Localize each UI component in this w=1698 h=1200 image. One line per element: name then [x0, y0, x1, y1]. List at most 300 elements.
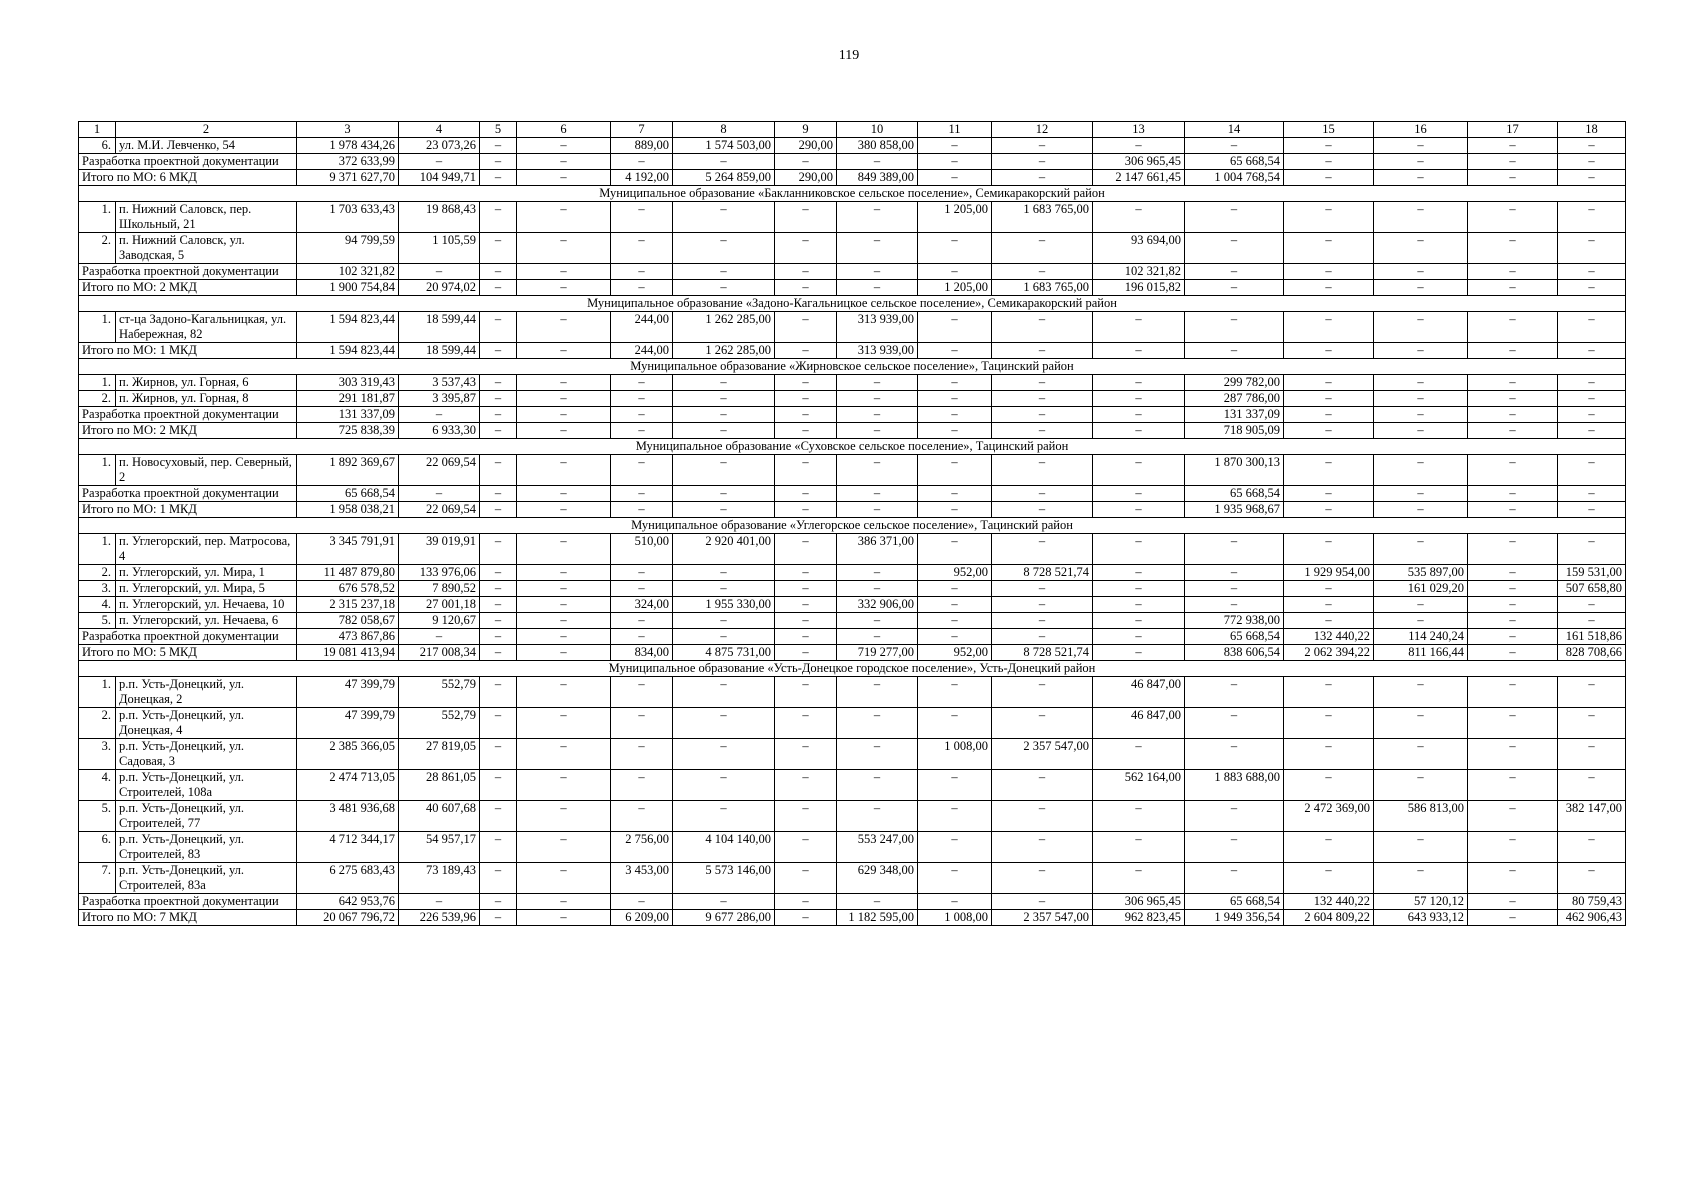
- value-cell: 1 935 968,67: [1185, 502, 1284, 518]
- value-cell: –: [480, 375, 517, 391]
- value-cell: 719 277,00: [837, 645, 918, 661]
- value-cell: 313 939,00: [837, 312, 918, 343]
- value-cell: –: [1468, 264, 1558, 280]
- value-cell: –: [837, 739, 918, 770]
- value-cell: 552,79: [399, 677, 480, 708]
- value-cell: –: [775, 770, 837, 801]
- value-cell: 114 240,24: [1374, 629, 1468, 645]
- value-cell: –: [992, 629, 1093, 645]
- value-cell: –: [673, 894, 775, 910]
- value-cell: –: [1284, 613, 1374, 629]
- value-cell: –: [775, 739, 837, 770]
- value-cell: –: [918, 233, 992, 264]
- column-number: 7: [611, 122, 673, 138]
- value-cell: 2 472 369,00: [1284, 801, 1374, 832]
- summary-label: Итого по МО: 7 МКД: [79, 910, 297, 926]
- value-cell: –: [1558, 770, 1626, 801]
- value-cell: –: [673, 629, 775, 645]
- value-cell: 324,00: [611, 597, 673, 613]
- section-title: Муниципальное образование «Задоно-Кагальницкое сельское поселение», Семикаракорский район: [79, 296, 1626, 312]
- value-cell: –: [1468, 170, 1558, 186]
- column-number: 9: [775, 122, 837, 138]
- value-cell: 629 348,00: [837, 863, 918, 894]
- value-cell: –: [837, 423, 918, 439]
- table-row: [79, 375, 1626, 391]
- address-cell: п. Углегорский, ул. Нечаева, 10: [116, 597, 297, 613]
- value-cell: –: [1558, 708, 1626, 739]
- table-row: [79, 739, 1626, 770]
- value-cell: 47 399,79: [297, 677, 399, 708]
- value-cell: –: [837, 801, 918, 832]
- value-cell: 226 539,96: [399, 910, 480, 926]
- value-cell: –: [1374, 455, 1468, 486]
- value-cell: –: [1558, 486, 1626, 502]
- value-cell: –: [1284, 280, 1374, 296]
- value-cell: –: [517, 502, 611, 518]
- table-row: [79, 202, 1626, 233]
- value-cell: –: [480, 613, 517, 629]
- value-cell: –: [517, 863, 611, 894]
- value-cell: –: [775, 597, 837, 613]
- value-cell: 3 453,00: [611, 863, 673, 894]
- value-cell: –: [517, 138, 611, 154]
- value-cell: 290,00: [775, 170, 837, 186]
- value-cell: –: [480, 138, 517, 154]
- value-cell: –: [837, 233, 918, 264]
- summary-row: [79, 280, 1626, 296]
- row-index: 1.: [79, 534, 116, 565]
- value-cell: –: [611, 264, 673, 280]
- value-cell: –: [837, 202, 918, 233]
- value-cell: 102 321,82: [297, 264, 399, 280]
- value-cell: –: [480, 739, 517, 770]
- column-number-row: [79, 122, 1626, 138]
- value-cell: 131 337,09: [297, 407, 399, 423]
- value-cell: –: [673, 770, 775, 801]
- value-cell: –: [1558, 138, 1626, 154]
- value-cell: 73 189,43: [399, 863, 480, 894]
- value-cell: –: [992, 677, 1093, 708]
- value-cell: –: [1468, 739, 1558, 770]
- address-cell: ул. М.И. Левченко, 54: [116, 138, 297, 154]
- value-cell: 9 677 286,00: [673, 910, 775, 926]
- value-cell: –: [1093, 832, 1185, 863]
- value-cell: –: [1468, 486, 1558, 502]
- row-index: 5.: [79, 801, 116, 832]
- value-cell: –: [1374, 264, 1468, 280]
- value-cell: 586 813,00: [1374, 801, 1468, 832]
- value-cell: –: [775, 534, 837, 565]
- value-cell: –: [1558, 154, 1626, 170]
- value-cell: 725 838,39: [297, 423, 399, 439]
- value-cell: 65 668,54: [1185, 629, 1284, 645]
- value-cell: –: [1468, 202, 1558, 233]
- value-cell: –: [673, 407, 775, 423]
- table-row: [79, 770, 1626, 801]
- value-cell: –: [837, 770, 918, 801]
- value-cell: –: [775, 407, 837, 423]
- value-cell: –: [1468, 832, 1558, 863]
- value-cell: –: [918, 770, 992, 801]
- value-cell: –: [480, 264, 517, 280]
- value-cell: –: [1374, 154, 1468, 170]
- table-row: [79, 565, 1626, 581]
- value-cell: –: [480, 407, 517, 423]
- table-row: [79, 455, 1626, 486]
- value-cell: –: [480, 708, 517, 739]
- value-cell: –: [480, 534, 517, 565]
- value-cell: –: [611, 375, 673, 391]
- value-cell: –: [837, 565, 918, 581]
- value-cell: 3 345 791,91: [297, 534, 399, 565]
- value-cell: 507 658,80: [1558, 581, 1626, 597]
- value-cell: –: [837, 154, 918, 170]
- value-cell: –: [775, 677, 837, 708]
- value-cell: –: [918, 502, 992, 518]
- value-cell: 313 939,00: [837, 343, 918, 359]
- value-cell: –: [1284, 343, 1374, 359]
- value-cell: –: [918, 375, 992, 391]
- value-cell: 952,00: [918, 565, 992, 581]
- value-cell: 1 594 823,44: [297, 343, 399, 359]
- value-cell: –: [517, 486, 611, 502]
- value-cell: –: [517, 597, 611, 613]
- value-cell: –: [992, 264, 1093, 280]
- value-cell: –: [517, 280, 611, 296]
- value-cell: –: [918, 312, 992, 343]
- value-cell: –: [1284, 708, 1374, 739]
- value-cell: –: [992, 894, 1093, 910]
- value-cell: –: [1284, 391, 1374, 407]
- value-cell: –: [1185, 832, 1284, 863]
- value-cell: –: [480, 455, 517, 486]
- address-cell: р.п. Усть-Донецкий, ул. Строителей, 83: [116, 832, 297, 863]
- table-row: [79, 801, 1626, 832]
- column-number: 16: [1374, 122, 1468, 138]
- value-cell: –: [517, 708, 611, 739]
- value-cell: –: [992, 170, 1093, 186]
- value-cell: 291 181,87: [297, 391, 399, 407]
- value-cell: –: [1284, 202, 1374, 233]
- value-cell: –: [775, 264, 837, 280]
- column-number: 1: [79, 122, 116, 138]
- value-cell: 2 474 713,05: [297, 770, 399, 801]
- value-cell: –: [1093, 801, 1185, 832]
- value-cell: –: [992, 407, 1093, 423]
- value-cell: –: [1284, 502, 1374, 518]
- value-cell: –: [992, 502, 1093, 518]
- column-number: 12: [992, 122, 1093, 138]
- value-cell: –: [1284, 863, 1374, 894]
- value-cell: –: [1284, 407, 1374, 423]
- value-cell: 828 708,66: [1558, 645, 1626, 661]
- value-cell: 1 955 330,00: [673, 597, 775, 613]
- address-cell: р.п. Усть-Донецкий, ул. Садовая, 3: [116, 739, 297, 770]
- address-cell: р.п. Усть-Донецкий, ул. Строителей, 83а: [116, 863, 297, 894]
- value-cell: –: [517, 832, 611, 863]
- value-cell: –: [611, 613, 673, 629]
- address-cell: р.п. Усть-Донецкий, ул. Строителей, 108а: [116, 770, 297, 801]
- value-cell: –: [517, 423, 611, 439]
- value-cell: 2 756,00: [611, 832, 673, 863]
- value-cell: –: [480, 170, 517, 186]
- value-cell: 22 069,54: [399, 455, 480, 486]
- value-cell: 562 164,00: [1093, 770, 1185, 801]
- value-cell: –: [517, 677, 611, 708]
- value-cell: –: [775, 832, 837, 863]
- value-cell: –: [775, 391, 837, 407]
- value-cell: –: [1558, 455, 1626, 486]
- value-cell: –: [673, 708, 775, 739]
- value-cell: 93 694,00: [1093, 233, 1185, 264]
- value-cell: 676 578,52: [297, 581, 399, 597]
- value-cell: –: [1185, 312, 1284, 343]
- value-cell: –: [1374, 739, 1468, 770]
- column-number: 8: [673, 122, 775, 138]
- column-number: 10: [837, 122, 918, 138]
- value-cell: 553 247,00: [837, 832, 918, 863]
- value-cell: –: [918, 138, 992, 154]
- address-cell: р.п. Усть-Донецкий, ул. Строителей, 77: [116, 801, 297, 832]
- value-cell: –: [1558, 502, 1626, 518]
- value-cell: 244,00: [611, 343, 673, 359]
- value-cell: –: [1558, 534, 1626, 565]
- value-cell: 40 607,68: [399, 801, 480, 832]
- value-cell: –: [1558, 202, 1626, 233]
- value-cell: 1 683 765,00: [992, 280, 1093, 296]
- value-cell: –: [918, 534, 992, 565]
- value-cell: 65 668,54: [1185, 894, 1284, 910]
- row-index: 1.: [79, 312, 116, 343]
- value-cell: 65 668,54: [1185, 486, 1284, 502]
- value-cell: –: [673, 613, 775, 629]
- address-cell: р.п. Усть-Донецкий, ул. Донецкая, 2: [116, 677, 297, 708]
- value-cell: –: [480, 832, 517, 863]
- value-cell: 132 440,22: [1284, 894, 1374, 910]
- value-cell: –: [837, 280, 918, 296]
- value-cell: 1 574 503,00: [673, 138, 775, 154]
- value-cell: –: [992, 312, 1093, 343]
- value-cell: –: [480, 312, 517, 343]
- value-cell: –: [1093, 597, 1185, 613]
- value-cell: –: [1093, 645, 1185, 661]
- address-cell: п. Углегорский, ул. Мира, 1: [116, 565, 297, 581]
- value-cell: –: [775, 581, 837, 597]
- value-cell: 159 531,00: [1558, 565, 1626, 581]
- summary-row: [79, 264, 1626, 280]
- value-cell: –: [1374, 423, 1468, 439]
- value-cell: –: [1185, 597, 1284, 613]
- value-cell: –: [1468, 565, 1558, 581]
- value-cell: –: [517, 910, 611, 926]
- value-cell: –: [992, 832, 1093, 863]
- summary-label: Разработка проектной документации: [79, 264, 297, 280]
- value-cell: –: [775, 375, 837, 391]
- value-cell: 1 182 595,00: [837, 910, 918, 926]
- value-cell: –: [1284, 597, 1374, 613]
- value-cell: –: [1558, 613, 1626, 629]
- row-index: 3.: [79, 581, 116, 597]
- value-cell: –: [1468, 502, 1558, 518]
- value-cell: –: [1374, 863, 1468, 894]
- value-cell: –: [399, 154, 480, 170]
- value-cell: 6 933,30: [399, 423, 480, 439]
- summary-label: Разработка проектной документации: [79, 407, 297, 423]
- value-cell: –: [775, 645, 837, 661]
- table-row: [79, 708, 1626, 739]
- value-cell: 22 069,54: [399, 502, 480, 518]
- value-cell: –: [918, 170, 992, 186]
- value-cell: –: [837, 375, 918, 391]
- value-cell: –: [1185, 565, 1284, 581]
- value-cell: –: [1468, 375, 1558, 391]
- value-cell: –: [1284, 312, 1374, 343]
- value-cell: 1 949 356,54: [1185, 910, 1284, 926]
- value-cell: –: [918, 832, 992, 863]
- value-cell: –: [1374, 391, 1468, 407]
- value-cell: –: [918, 154, 992, 170]
- value-cell: 642 953,76: [297, 894, 399, 910]
- value-cell: 510,00: [611, 534, 673, 565]
- value-cell: 2 062 394,22: [1284, 645, 1374, 661]
- value-cell: –: [1093, 581, 1185, 597]
- value-cell: –: [837, 391, 918, 407]
- row-index: 3.: [79, 739, 116, 770]
- value-cell: –: [517, 629, 611, 645]
- value-cell: 4 104 140,00: [673, 832, 775, 863]
- value-cell: –: [1093, 312, 1185, 343]
- value-cell: 6 209,00: [611, 910, 673, 926]
- value-cell: 20 974,02: [399, 280, 480, 296]
- value-cell: –: [517, 534, 611, 565]
- address-cell: п. Новосуховый, пер. Северный, 2: [116, 455, 297, 486]
- value-cell: 23 073,26: [399, 138, 480, 154]
- value-cell: –: [517, 343, 611, 359]
- value-cell: –: [673, 565, 775, 581]
- value-cell: –: [1185, 677, 1284, 708]
- column-number: 13: [1093, 122, 1185, 138]
- value-cell: –: [1374, 502, 1468, 518]
- value-cell: –: [517, 264, 611, 280]
- value-cell: –: [517, 565, 611, 581]
- value-cell: –: [673, 801, 775, 832]
- value-cell: –: [1185, 863, 1284, 894]
- table-body: [79, 122, 1626, 926]
- value-cell: –: [673, 154, 775, 170]
- value-cell: –: [611, 154, 673, 170]
- value-cell: –: [480, 202, 517, 233]
- value-cell: –: [480, 581, 517, 597]
- value-cell: 3 395,87: [399, 391, 480, 407]
- value-cell: –: [992, 708, 1093, 739]
- address-cell: п. Нижний Саловск, ул. Заводская, 5: [116, 233, 297, 264]
- column-number: 2: [116, 122, 297, 138]
- table-row: [79, 312, 1626, 343]
- value-cell: –: [1374, 375, 1468, 391]
- value-cell: –: [1284, 581, 1374, 597]
- value-cell: –: [1558, 863, 1626, 894]
- value-cell: 1 683 765,00: [992, 202, 1093, 233]
- value-cell: –: [918, 801, 992, 832]
- value-cell: –: [775, 910, 837, 926]
- value-cell: –: [1093, 502, 1185, 518]
- value-cell: 287 786,00: [1185, 391, 1284, 407]
- value-cell: –: [480, 801, 517, 832]
- row-index: 1.: [79, 455, 116, 486]
- value-cell: 9 371 627,70: [297, 170, 399, 186]
- value-cell: –: [611, 486, 673, 502]
- value-cell: –: [517, 770, 611, 801]
- address-cell: п. Жирнов, ул. Горная, 6: [116, 375, 297, 391]
- row-index: 5.: [79, 613, 116, 629]
- row-index: 2.: [79, 233, 116, 264]
- value-cell: 299 782,00: [1185, 375, 1284, 391]
- value-cell: 4 875 731,00: [673, 645, 775, 661]
- summary-row: [79, 910, 1626, 926]
- value-cell: –: [480, 280, 517, 296]
- value-cell: –: [611, 407, 673, 423]
- value-cell: –: [1093, 423, 1185, 439]
- value-cell: 27 001,18: [399, 597, 480, 613]
- value-cell: 473 867,86: [297, 629, 399, 645]
- value-cell: –: [1093, 138, 1185, 154]
- value-cell: 2 357 547,00: [992, 910, 1093, 926]
- value-cell: –: [1374, 832, 1468, 863]
- value-cell: 133 976,06: [399, 565, 480, 581]
- value-cell: –: [992, 343, 1093, 359]
- value-cell: 18 599,44: [399, 343, 480, 359]
- value-cell: –: [517, 170, 611, 186]
- summary-label: Итого по МО: 5 МКД: [79, 645, 297, 661]
- summary-row: [79, 629, 1626, 645]
- value-cell: –: [1374, 312, 1468, 343]
- column-number: 6: [517, 122, 611, 138]
- value-cell: –: [918, 391, 992, 407]
- value-cell: –: [775, 629, 837, 645]
- value-cell: –: [837, 264, 918, 280]
- value-cell: –: [918, 613, 992, 629]
- value-cell: –: [918, 708, 992, 739]
- value-cell: –: [517, 154, 611, 170]
- value-cell: –: [837, 894, 918, 910]
- value-cell: 1 703 633,43: [297, 202, 399, 233]
- value-cell: –: [1468, 343, 1558, 359]
- value-cell: 1 004 768,54: [1185, 170, 1284, 186]
- summary-label: Разработка проектной документации: [79, 894, 297, 910]
- value-cell: –: [1468, 613, 1558, 629]
- value-cell: –: [1558, 739, 1626, 770]
- value-cell: –: [480, 677, 517, 708]
- table-row: [79, 832, 1626, 863]
- column-number: 11: [918, 122, 992, 138]
- value-cell: –: [1374, 233, 1468, 264]
- value-cell: –: [837, 708, 918, 739]
- value-cell: –: [480, 770, 517, 801]
- value-cell: –: [775, 801, 837, 832]
- summary-label: Разработка проектной документации: [79, 486, 297, 502]
- value-cell: –: [918, 677, 992, 708]
- value-cell: –: [1185, 581, 1284, 597]
- value-cell: 718 905,09: [1185, 423, 1284, 439]
- value-cell: 535 897,00: [1374, 565, 1468, 581]
- value-cell: –: [517, 645, 611, 661]
- value-cell: –: [1284, 170, 1374, 186]
- value-cell: 7 890,52: [399, 581, 480, 597]
- value-cell: –: [399, 264, 480, 280]
- value-cell: –: [611, 581, 673, 597]
- value-cell: 382 147,00: [1558, 801, 1626, 832]
- value-cell: –: [1093, 455, 1185, 486]
